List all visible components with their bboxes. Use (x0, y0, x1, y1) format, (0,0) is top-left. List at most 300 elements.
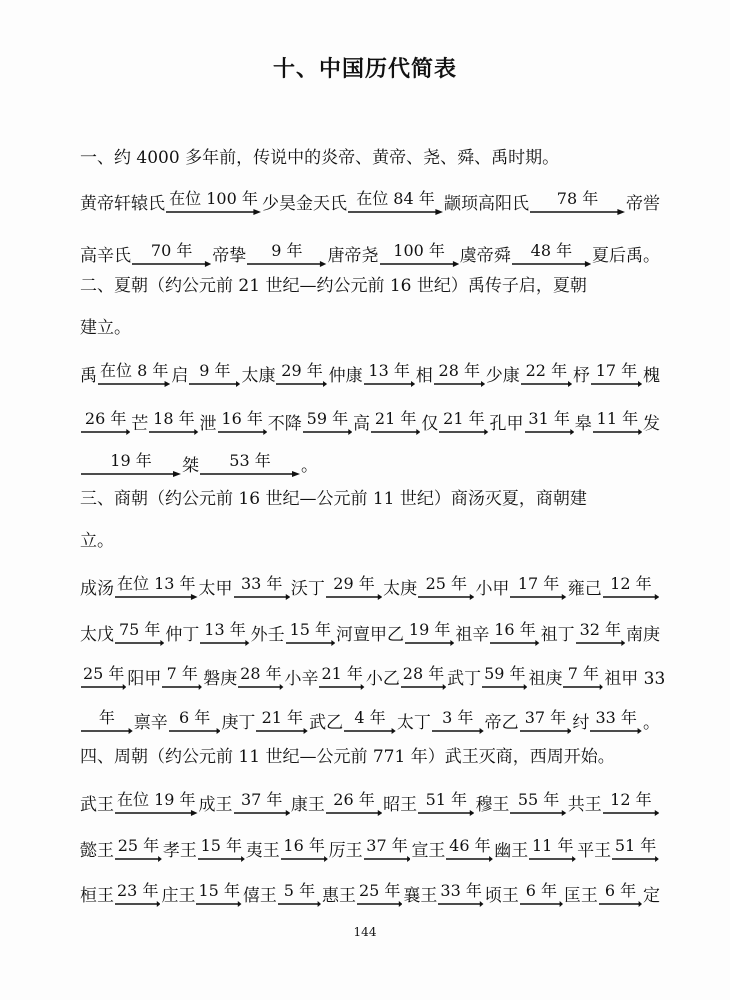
ruler-name: 祖庚 (528, 669, 563, 689)
reign-arrow (115, 621, 164, 647)
reign-duration: 26 年 (84, 409, 127, 428)
reign-arrow (115, 882, 160, 908)
reign-arrow (115, 575, 198, 601)
reign-arrow (590, 709, 642, 735)
arrow-icon (81, 470, 181, 478)
ruler-name: 禹 (80, 366, 97, 386)
arrow-icon (434, 380, 485, 388)
reign-arrow (189, 362, 240, 388)
reign-arrow (276, 362, 327, 388)
reign-duration: 15 年 (200, 836, 243, 855)
arrow-icon (529, 855, 576, 863)
arrow-icon (238, 683, 283, 691)
reign-arrow (198, 837, 245, 863)
reign-arrow (599, 882, 642, 908)
reign-duration: 37 年 (240, 790, 283, 809)
reign-duration: 11 年 (596, 409, 639, 428)
reign-arrow (281, 837, 328, 863)
reign-arrow (326, 791, 382, 817)
arrow-icon (115, 593, 198, 601)
ruler-name: 南庚 (625, 625, 660, 645)
reign-arrow (434, 362, 485, 388)
ruler-name: 雍己 (567, 579, 602, 599)
ruler-name: 高 (353, 414, 370, 434)
arrow-icon (599, 900, 642, 908)
ruler-name: 槐 (643, 366, 661, 386)
reign-arrow (149, 410, 198, 436)
arrow-icon (247, 260, 326, 268)
reign-duration: 51 年 (425, 790, 468, 809)
arrow-icon (286, 639, 335, 647)
arrow-icon (234, 809, 290, 817)
reign-duration: 15 年 (198, 881, 240, 900)
arrow-icon (115, 855, 162, 863)
reign-duration: 4 年 (354, 708, 386, 727)
ruler-name: 定 (643, 886, 660, 906)
reign-duration: 21 年 (374, 409, 417, 428)
arrow-icon (198, 855, 245, 863)
succession-line (80, 823, 660, 863)
succession-line (80, 348, 660, 388)
ruler-name: 襄王 (403, 886, 438, 906)
reign-arrow (166, 190, 261, 216)
ruler-name: 帝挚 (212, 246, 247, 266)
ruler-name: 夏后禹。 (592, 246, 660, 266)
reign-duration: 12 年 (610, 790, 652, 809)
reign-duration: 21 年 (443, 409, 485, 428)
ruler-name: 启 (171, 366, 189, 386)
arrow-icon (196, 900, 241, 908)
reign-duration: 16 年 (221, 409, 263, 428)
reign-duration: 9 年 (199, 361, 231, 380)
section-4-heading: 四、周朝（约公元前 11 世纪—公元前 771 年）武王灭商，西周开始。 (80, 747, 615, 767)
section-2-heading-cont: 建立。 (80, 318, 131, 338)
ruler-name: 武乙 (309, 713, 344, 733)
reign-arrow (401, 665, 446, 691)
ruler-name: 惠王 (321, 886, 356, 906)
arrow-icon (490, 639, 539, 647)
arrow-icon (521, 380, 572, 388)
reign-duration: 6 年 (178, 708, 211, 727)
ruler-name: 孝王 (162, 841, 197, 861)
succession-line (80, 607, 660, 647)
reign-arrow (278, 882, 321, 908)
ruler-name: 成汤 (80, 579, 114, 599)
succession-line (80, 561, 660, 601)
reign-arrow (364, 362, 415, 388)
succession-line (80, 695, 660, 735)
reign-arrow (81, 452, 181, 478)
succession-line (80, 777, 660, 817)
arrow-icon (326, 593, 382, 601)
arrow-icon (115, 900, 160, 908)
reign-duration: 17 年 (517, 574, 560, 593)
ruler-name: 少康 (485, 366, 520, 386)
reign-duration: 33 年 (440, 881, 482, 900)
reign-duration: 75 年 (118, 620, 161, 639)
reign-arrow (348, 190, 443, 216)
reign-duration: 70 年 (150, 241, 193, 260)
arrow-icon (115, 639, 164, 647)
ruler-name: 顷王 (484, 886, 519, 906)
ruler-name: 发 (643, 414, 660, 434)
reign-arrow (512, 242, 591, 268)
reign-arrow (438, 882, 483, 908)
ruler-name: 庚丁 (221, 713, 256, 733)
arrow-icon (189, 380, 240, 388)
reign-arrow (200, 621, 249, 647)
reign-arrow (319, 665, 364, 691)
arrow-icon (405, 639, 454, 647)
reign-arrow (521, 362, 572, 388)
arrow-icon (563, 683, 603, 691)
reign-duration: 78 年 (556, 189, 599, 208)
arrow-icon (591, 380, 642, 388)
ruler-name: 仲康 (328, 366, 363, 386)
arrow-icon (326, 809, 382, 817)
reign-duration: 37 年 (524, 708, 567, 727)
ruler-name: 小辛 (284, 669, 319, 689)
reign-duration: 9 年 (271, 241, 303, 260)
ruler-name: 帝乙 (484, 713, 519, 733)
reign-duration: 28 年 (402, 664, 445, 683)
arrow-icon (276, 380, 327, 388)
ruler-name: 太甲 (198, 579, 233, 599)
reign-duration: 6 年 (525, 881, 558, 900)
reign-arrow (115, 837, 162, 863)
ruler-name: 穆王 (475, 795, 510, 815)
reign-arrow (603, 791, 659, 817)
arrow-icon (364, 380, 415, 388)
arrow-icon (166, 208, 261, 216)
section-2-heading: 二、夏朝（约公元前 21 世纪—约公元前 16 世纪）禹传子启，夏朝 (80, 276, 587, 296)
reign-arrow (593, 410, 642, 436)
ruler-name: 禀辛 (133, 713, 168, 733)
reign-duration: 5 年 (283, 881, 316, 900)
arrow-icon (512, 260, 591, 268)
arrow-icon (256, 727, 308, 735)
ruler-name: 。 (301, 456, 318, 476)
arrow-icon (401, 683, 446, 691)
succession-line (80, 176, 660, 216)
reign-duration: 12 年 (610, 574, 652, 593)
reign-arrow (612, 837, 659, 863)
reign-duration: 22 年 (525, 361, 568, 380)
ruler-name: 河亶甲乙 (335, 625, 404, 645)
reign-duration: 33 年 (595, 708, 637, 727)
arrow-icon (603, 809, 659, 817)
reign-duration: 17 年 (595, 361, 638, 380)
ruler-name: 小乙 (365, 669, 400, 689)
reign-duration: 18 年 (153, 409, 195, 428)
arrow-icon (603, 593, 659, 601)
reign-duration: 在位 100 年 (169, 189, 258, 208)
reign-duration: 13 年 (204, 620, 246, 639)
ruler-name: 沃丁 (290, 579, 325, 599)
ruler-name: 仅 (421, 414, 439, 434)
arrow-icon (200, 470, 300, 478)
ruler-name: 帝喾 (626, 194, 660, 214)
arrow-icon (380, 260, 459, 268)
reign-arrow (530, 190, 625, 216)
reign-arrow (303, 410, 352, 436)
reign-arrow (439, 410, 488, 436)
arrow-icon (590, 727, 642, 735)
ruler-name: 少昊金天氏 (262, 194, 347, 214)
reign-arrow (510, 791, 566, 817)
reign-duration: 55 年 (517, 790, 560, 809)
arrow-icon (520, 900, 563, 908)
ruler-name: 庄王 (161, 886, 196, 906)
arrow-icon (200, 639, 249, 647)
reign-duration: 在位 8 年 (100, 361, 169, 380)
reign-duration: 在位 13 年 (117, 574, 196, 593)
ruler-name: 纣 (572, 713, 590, 733)
reign-duration: 59 年 (484, 664, 526, 683)
arrow-icon (149, 428, 198, 436)
ruler-name: 祖丁 (540, 625, 575, 645)
ruler-name: 桀 (182, 456, 199, 476)
reign-duration: 年 (98, 708, 115, 727)
reign-duration: 29 年 (333, 574, 375, 593)
succession-line (80, 651, 666, 691)
arrow-icon (98, 380, 170, 388)
succession-line (80, 228, 660, 268)
reign-arrow (490, 621, 539, 647)
ruler-name: 桓王 (80, 886, 114, 906)
reign-arrow (200, 452, 300, 478)
reign-duration: 25 年 (117, 836, 160, 855)
reign-duration: 26 年 (333, 790, 375, 809)
reign-duration: 16 年 (494, 620, 536, 639)
reign-duration: 28 年 (240, 664, 282, 683)
reign-arrow (405, 621, 454, 647)
reign-arrow (364, 837, 411, 863)
arrow-icon (520, 727, 572, 735)
arrow-icon (115, 809, 198, 817)
reign-duration: 21 年 (261, 708, 304, 727)
ruler-name: 颛顼高阳氏 (444, 194, 529, 214)
arrow-icon (344, 727, 396, 735)
reign-arrow (247, 242, 326, 268)
arrow-icon (319, 683, 364, 691)
ruler-name: 僖王 (242, 886, 277, 906)
ruler-name: 虞帝舜 (459, 246, 511, 266)
arrow-icon (439, 428, 488, 436)
reign-duration: 23 年 (117, 881, 159, 900)
ruler-name: 孔甲 (489, 414, 524, 434)
ruler-name: 匡王 (563, 886, 598, 906)
arrow-icon (162, 683, 202, 691)
reign-duration: 15 年 (289, 620, 332, 639)
arrow-icon (593, 428, 642, 436)
reign-duration: 29 年 (281, 361, 323, 380)
reign-arrow (525, 410, 574, 436)
reign-duration: 7 年 (166, 664, 198, 683)
reign-duration: 31 年 (528, 409, 570, 428)
reign-duration: 46 年 (449, 836, 491, 855)
succession-line (80, 438, 660, 478)
arrow-icon (446, 855, 493, 863)
ruler-name: 太康 (241, 366, 276, 386)
arrow-icon (510, 809, 566, 817)
reign-arrow (344, 709, 396, 735)
reign-arrow (432, 709, 484, 735)
reign-duration: 7 年 (567, 664, 599, 683)
ruler-name: 芒 (131, 414, 149, 434)
ruler-name: 太庚 (383, 579, 418, 599)
section-3-heading: 三、商朝（约公元前 16 世纪—公元前 11 世纪）商汤灭夏，商朝建 (80, 489, 587, 509)
arrow-icon (432, 727, 484, 735)
ruler-name: 祖甲 33 (604, 669, 666, 689)
reign-arrow (510, 575, 566, 601)
arrow-icon (348, 208, 443, 216)
ruler-name: 宣王 (411, 841, 446, 861)
arrow-icon (169, 727, 221, 735)
reign-arrow (162, 665, 202, 691)
reign-arrow (371, 410, 420, 436)
ruler-name: 皋 (574, 414, 592, 434)
arrow-icon (530, 208, 625, 216)
succession-line (80, 396, 660, 436)
section-1-heading: 一、约 4000 多年前，传说中的炎帝、黄帝、尧、舜、禹时期。 (80, 148, 560, 168)
reign-duration: 6 年 (604, 881, 637, 900)
ruler-name: 杼 (572, 366, 590, 386)
ruler-name: 不降 (267, 414, 302, 434)
succession-line (80, 868, 660, 908)
arrow-icon (357, 900, 402, 908)
reign-duration: 25 年 (358, 881, 401, 900)
ruler-name: 成王 (198, 795, 233, 815)
arrow-icon (218, 428, 267, 436)
arrow-icon (418, 593, 474, 601)
reign-duration: 21 年 (321, 664, 363, 683)
reign-duration: 100 年 (393, 241, 445, 260)
ruler-name: 唐帝尧 (327, 246, 379, 266)
reign-arrow (218, 410, 267, 436)
arrow-icon (612, 855, 659, 863)
reign-arrow (234, 575, 290, 601)
reign-arrow (576, 621, 625, 647)
arrow-icon (132, 260, 211, 268)
reign-arrow (98, 362, 170, 388)
reign-arrow (81, 709, 133, 735)
reign-arrow (132, 242, 211, 268)
ruler-name: 相 (415, 366, 433, 386)
reign-arrow (418, 575, 474, 601)
reign-duration: 19 年 (408, 620, 451, 639)
reign-arrow (563, 665, 603, 691)
arrow-icon (281, 855, 328, 863)
ruler-name: 太丁 (396, 713, 431, 733)
reign-duration: 53 年 (229, 451, 271, 470)
reign-duration: 28 年 (438, 361, 480, 380)
page-number: 144 (353, 925, 377, 939)
reign-arrow (380, 242, 459, 268)
reign-arrow (520, 882, 563, 908)
reign-arrow (520, 709, 572, 735)
ruler-name: 武王 (80, 795, 114, 815)
reign-duration: 在位 84 年 (356, 189, 435, 208)
reign-arrow (482, 665, 527, 691)
reign-arrow (418, 791, 474, 817)
ruler-name: 夷王 (245, 841, 280, 861)
ruler-name: 仲丁 (165, 625, 200, 645)
ruler-name: 黄帝轩辕氏 (80, 194, 165, 214)
arrow-icon (418, 809, 474, 817)
arrow-icon (81, 683, 126, 691)
reign-duration: 13 年 (368, 361, 410, 380)
arrow-icon (576, 639, 625, 647)
reign-duration: 37 年 (366, 836, 408, 855)
reign-arrow (603, 575, 659, 601)
arrow-icon (303, 428, 352, 436)
arrow-icon (371, 428, 420, 436)
reign-arrow (81, 410, 130, 436)
arrow-icon (81, 428, 130, 436)
ruler-name: 共王 (567, 795, 602, 815)
reign-arrow (196, 882, 241, 908)
reign-duration: 33 年 (240, 574, 283, 593)
ruler-name: 泄 (199, 414, 217, 434)
reign-duration: 16 年 (283, 836, 325, 855)
ruler-name: 厉王 (328, 841, 363, 861)
ruler-name: 平王 (577, 841, 612, 861)
reign-duration: 19 年 (110, 451, 152, 470)
reign-arrow (81, 665, 126, 691)
reign-duration: 3 年 (442, 708, 474, 727)
reign-duration: 在位 19 年 (117, 790, 196, 809)
reign-arrow (357, 882, 402, 908)
ruler-name: 外壬 (250, 625, 285, 645)
ruler-name: 太戊 (80, 625, 114, 645)
arrow-icon (525, 428, 574, 436)
reign-arrow (256, 709, 308, 735)
section-3-heading-cont: 立。 (80, 531, 114, 551)
ruler-name: 武丁 (447, 669, 482, 689)
reign-duration: 59 年 (306, 409, 349, 428)
reign-duration: 48 年 (530, 241, 573, 260)
ruler-name: 高辛氏 (80, 246, 131, 266)
arrow-icon (278, 900, 321, 908)
ruler-name: 小甲 (475, 579, 510, 599)
ruler-name: 阳甲 (127, 669, 162, 689)
arrow-icon (510, 593, 566, 601)
reign-arrow (446, 837, 493, 863)
ruler-name: 祖辛 (455, 625, 490, 645)
reign-duration: 25 年 (83, 664, 125, 683)
reign-arrow (234, 791, 290, 817)
reign-duration: 25 年 (425, 574, 468, 593)
reign-arrow (115, 791, 198, 817)
reign-arrow (529, 837, 576, 863)
ruler-name: 。 (643, 713, 661, 733)
reign-duration: 11 年 (532, 836, 574, 855)
arrow-icon (482, 683, 527, 691)
ruler-name: 懿王 (80, 841, 114, 861)
ruler-name: 幽王 (494, 841, 529, 861)
arrow-icon (364, 855, 411, 863)
page-title: 十、中国历代简表 (272, 57, 457, 82)
reign-duration: 51 年 (614, 836, 657, 855)
arrow-icon (438, 900, 483, 908)
arrow-icon (234, 593, 290, 601)
reign-arrow (238, 665, 283, 691)
reign-arrow (591, 362, 642, 388)
reign-arrow (286, 621, 335, 647)
reign-duration: 32 年 (579, 620, 622, 639)
arrow-icon (81, 727, 133, 735)
